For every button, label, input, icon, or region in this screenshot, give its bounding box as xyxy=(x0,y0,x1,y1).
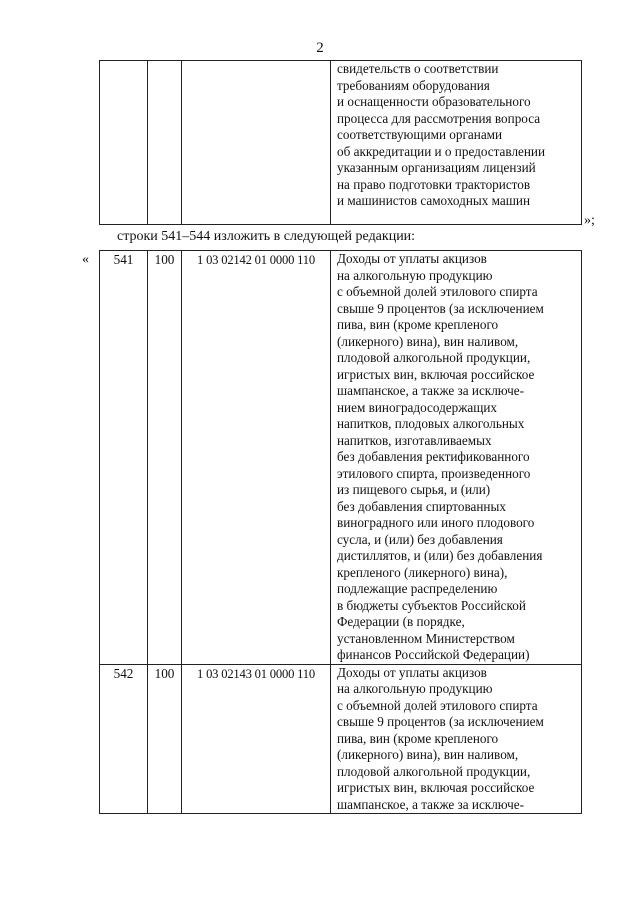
description-line: об аккредитации и о предоставлении xyxy=(337,143,546,159)
description-line: и машинистов самоходных машин xyxy=(337,193,531,208)
description-line: свыше 9 процентов (за исключением xyxy=(337,714,544,729)
description-cell xyxy=(331,61,582,225)
description-line: Доходы от уплаты акцизов xyxy=(337,251,487,266)
description-line: плодовой алкогольной продукции, xyxy=(337,763,531,779)
description-line: пива, вин (кроме крепленого xyxy=(337,317,499,332)
line-number-cell xyxy=(100,61,148,225)
description-line: с объемной долей этилового спирта xyxy=(337,284,538,299)
description-line: (ликерного) вина), вин наливом, xyxy=(337,747,519,762)
table-row xyxy=(100,61,582,225)
description-line: установленном Министерством xyxy=(337,630,515,646)
description-line: без добавления спиртованных xyxy=(337,498,506,514)
description-cell xyxy=(331,251,582,665)
description-line: напитков, изготавливаемых xyxy=(337,432,492,448)
description-line: на право подготовки трактористов xyxy=(337,176,531,192)
description-line: Доходы от уплаты акцизов xyxy=(337,664,487,680)
description-line: пива, вин (кроме крепленого xyxy=(337,730,499,746)
description-line: этилового спирта, произведенного xyxy=(337,465,531,481)
opening-quote: « xyxy=(82,252,89,267)
description-line: напитков, плодовых алкогольных xyxy=(337,416,525,431)
budget-code-cell: 1 03 02143 01 0000 110 xyxy=(182,664,331,814)
description-line: (ликерного) вина), вин наливом, xyxy=(337,333,519,349)
description-line: подлежащие распределению xyxy=(337,581,498,596)
description-line: сусла, и (или) без добавления xyxy=(337,531,503,547)
table-row xyxy=(100,251,582,665)
description-line: указанным организациям лицензий xyxy=(337,160,536,175)
admin-code-cell: 100 xyxy=(148,251,182,665)
description-line: из пищевого сырья, и (или) xyxy=(337,482,491,497)
description-line: в бюджеты субъектов Российской xyxy=(337,597,526,613)
description-line: на алкогольную продукцию xyxy=(337,267,493,283)
description-line: свидетельств о соответствии xyxy=(337,61,499,76)
description-line: с объемной долей этилового спирта xyxy=(337,697,538,713)
budget-code-cell xyxy=(182,61,331,225)
description-line: крепленого (ликерного) вина), xyxy=(337,564,508,580)
closing-quote: »; xyxy=(584,213,595,228)
page-number: 2 xyxy=(316,40,324,56)
line-number-cell: 541 xyxy=(100,251,148,665)
description-line: свыше 9 процентов (за исключением xyxy=(337,300,544,316)
admin-code-cell xyxy=(148,61,182,225)
amendment-instruction: строки 541–544 изложить в следующей редакции: xyxy=(117,229,416,244)
description-line: процесса для рассмотрения вопроса xyxy=(337,110,541,126)
description-line: шампанское, а также за исключе- xyxy=(337,796,525,812)
description-line: дистиллятов, и (или) без добавления xyxy=(337,548,543,563)
description-line: требованиям оборудования xyxy=(337,77,490,93)
description-cell xyxy=(331,664,582,814)
description-line: виноградного или иного плодового xyxy=(337,515,535,530)
line-number-cell: 542 xyxy=(100,664,148,814)
description-line: шампанское, а также за исключе- xyxy=(337,383,525,398)
description-line: игристых вин, включая российское xyxy=(337,780,535,795)
description-line: плодовой алкогольной продукции, xyxy=(337,350,531,365)
description-line: и оснащенности образовательного xyxy=(337,94,531,109)
description-line: Федерации (в порядке, xyxy=(337,614,465,629)
description-line: финансов Российской Федерации) xyxy=(337,647,530,662)
amended-rows-table xyxy=(99,250,582,814)
budget-code-cell: 1 03 02142 01 0000 110 xyxy=(182,251,331,665)
description-line: на алкогольную продукцию xyxy=(337,681,493,696)
description-line: нием виноградосодержащих xyxy=(337,399,498,415)
continued-table xyxy=(99,60,582,225)
admin-code-cell: 100 xyxy=(148,664,182,814)
description-line: игристых вин, включая российское xyxy=(337,366,535,382)
description-line: соответствующими органами xyxy=(337,127,503,142)
description-line: без добавления ректификованного xyxy=(337,449,530,464)
table-row xyxy=(100,664,582,814)
